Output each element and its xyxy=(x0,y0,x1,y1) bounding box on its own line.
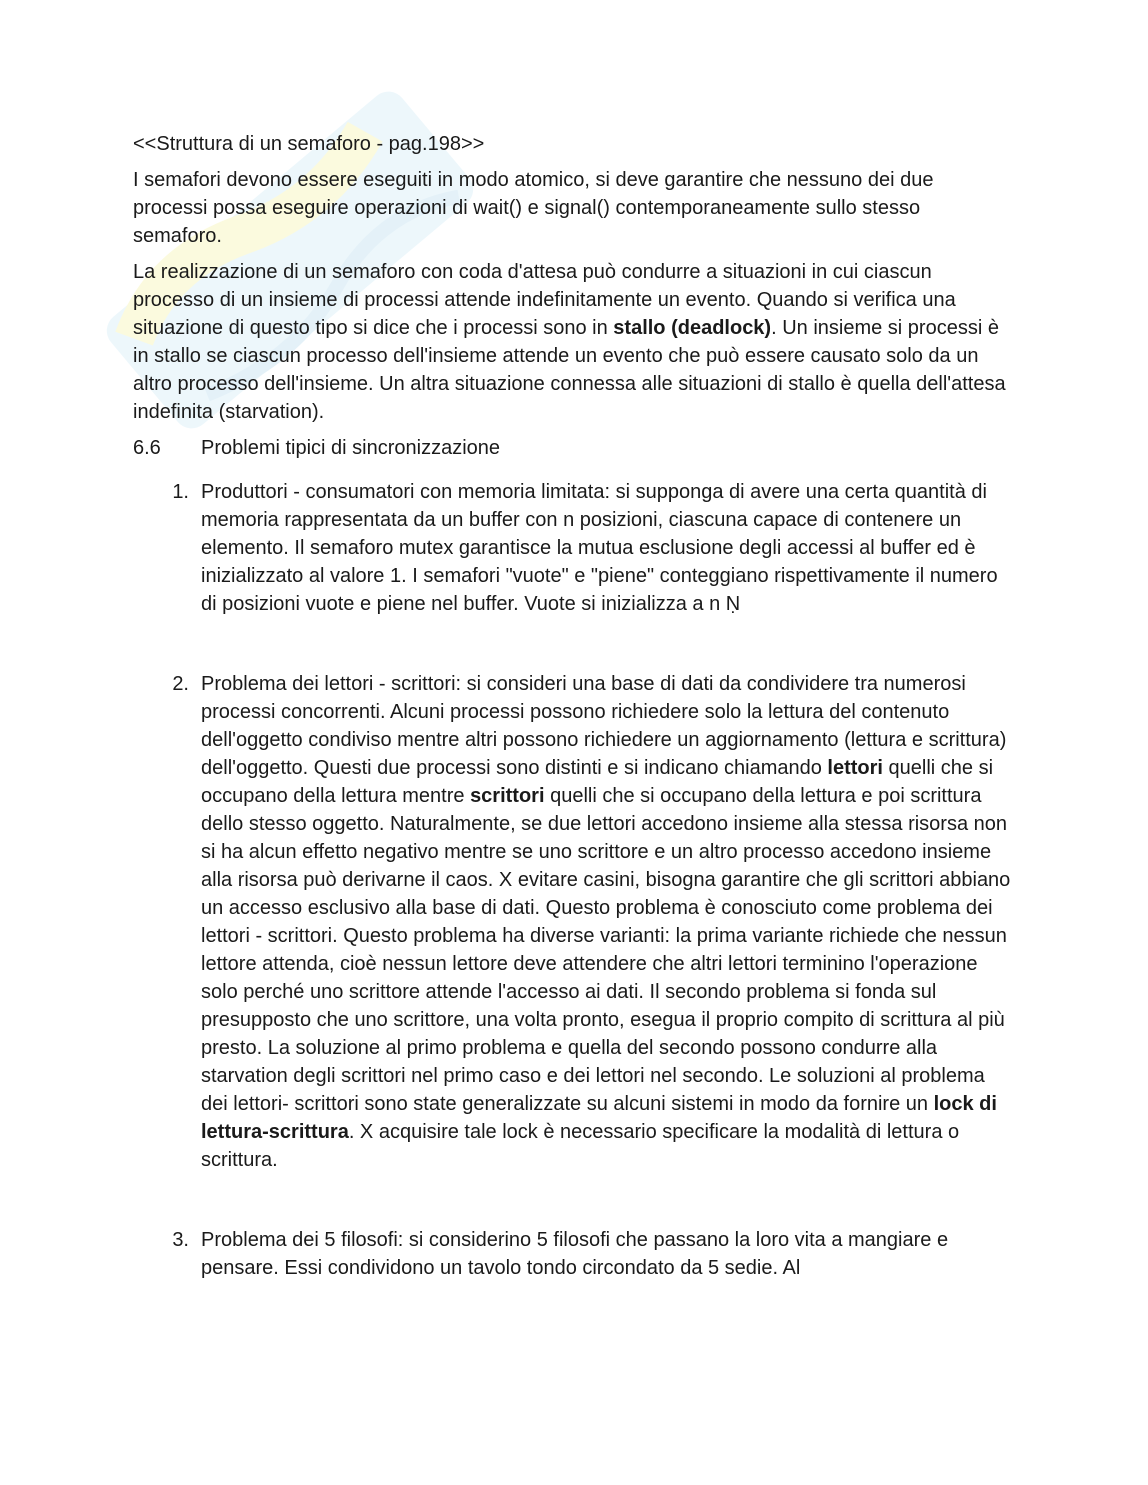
list-item-number: 2. xyxy=(172,673,189,695)
list-item-dining-philosophers xyxy=(133,1226,1013,1282)
list-item-text: Problema dei 5 filosofi: si considerino 5 filosofi che passano la loro vita a mangiare e pensare. Essi condividono un tavolo tondo circondato da 5 sedie. Al xyxy=(201,1229,949,1279)
deadlock-text-c: . Un insieme si processi è in stallo se ciascun processo dell'insieme attende un evento che può essere causato solo da un altro processo dell'insieme. Un altra situazione connessa alle situazioni di stallo è quella dell'attesa indefinita (starvation). xyxy=(133,317,1006,423)
term-rw-lock: lock di lettura-scrittura xyxy=(201,1093,997,1143)
term-readers: lettori xyxy=(827,757,883,779)
list-item-number: 1. xyxy=(172,481,189,503)
deadlock-term: stallo (deadlock) xyxy=(613,317,772,339)
section-title: Problemi tipici di sincronizzazione xyxy=(201,437,501,459)
list-item-text: Produttori - consumatori con memoria limitata: si supponga di avere una certa quantità di memoria rappresentata da un buffer con n posizioni, ciascuna capace di contenere un elemento. Il semaforo mutex garantisce la mutua esclusione degli accessi al buffer ed è inizializzato al valore 1. I semafori "vuote" e "piene" conteggiano rispettivamente il numero di posizioni vuote e piene nel buffer. Vuote si inizializza a n Ṇ xyxy=(201,481,998,615)
section-heading xyxy=(133,434,1013,462)
readers-writers-text-4: . X acquisire tale lock è necessario specificare la modalità di lettura o scrittura. xyxy=(201,1121,960,1171)
readers-writers-text-1: Problema dei lettori - scrittori: si consideri una base di dati da condividere tra numerosi processi concorrenti. Alcuni processi possono richiedere solo la lettura del contenuto dell'oggetto condiviso mentre altri possono richiedere un aggiornamento (lettura e scrittura) dell'oggetto. Questi due processi sono distinti e si indicano chiamando xyxy=(201,673,1007,779)
section-number: 6.6 xyxy=(133,437,161,459)
page-reference: <<Struttura di un semaforo - pag.198>> xyxy=(133,133,485,155)
term-writers: scrittori xyxy=(470,785,545,807)
list-item-producers-consumers xyxy=(133,478,1013,618)
readers-writers-text-3: quelli che si occupano della lettura e poi scrittura dello stesso oggetto. Naturalmente, se due lettori accedono insieme alla stessa risorsa non si ha alcun effetto negativo mentre se uno scrittore e un altro processo accedono insieme alla risorsa può derivarne il caos. X evitare casini, bisogna garantire che gli scrittori abbiano un accesso esclusivo alla base di dati. Questo problema è conosciuto come problema dei lettori - scrittori. Questo problema ha diverse varianti: la prima variante richiede che nessun lettore attenda, cioè nessun lettore deve attendere che altri lettori terminino l'operazione solo perché uno scrittore attende l'accesso ai dati. Il secondo problema si fonda sul presupposto che uno scrittore, una volta pronto, esegua il proprio compito di scrittura al più presto. La soluzione al primo problema e quella del secondo possono condurre alla starvation degli scrittori nel primo caso e dei lettori nel secondo. Le soluzioni al problema dei lettori- scrittori sono state generalizzate su alcuni sistemi in modo da fornire un xyxy=(201,785,1011,1115)
list-item-number: 3. xyxy=(172,1229,189,1251)
deadlock-text-a: La realizzazione di un semaforo con coda d'attesa può condurre a situazioni in cui ciascun processo di un insieme di processi attende indefinitamente un evento. Quando si verifica una situazione di questo tipo si dice che i processi sono in xyxy=(133,261,956,339)
list-item-readers-writers xyxy=(133,670,1013,1174)
paragraph-deadlock xyxy=(133,258,1013,426)
list-item-text xyxy=(201,670,1013,1174)
paragraph-atomic-semaphores: I semafori devono essere eseguiti in modo atomico, si deve garantire che nessuno dei due processi possa eseguire operazioni di wait() e signal() contemporaneamente sullo stesso semaforo. xyxy=(133,169,934,247)
document-page xyxy=(133,130,1013,1282)
readers-writers-text-2: quelli che si occupano della lettura mentre xyxy=(201,757,994,807)
